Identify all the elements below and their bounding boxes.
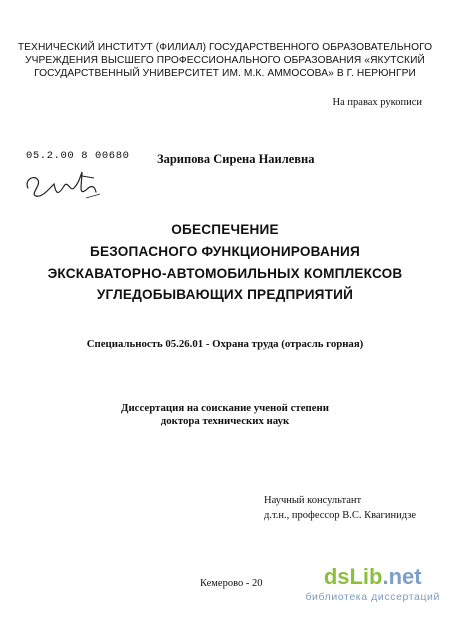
advisor-label: Научный консультант <box>264 495 362 506</box>
dissertation-title <box>0 219 450 306</box>
degree-line-1: Диссертация на соискание ученой степени <box>121 402 329 414</box>
title-line-1: ОБЕСПЕЧЕНИЕ <box>171 222 279 237</box>
city-year: Кемерово - 20 <box>200 578 263 589</box>
degree-line-2: доктора технических наук <box>160 415 290 427</box>
author-name: Зарипова Сирена Наилевна <box>157 152 315 166</box>
title-line-2: БЕЗОПАСНОГО ФУНКЦИОНИРОВАНИЯ <box>90 243 360 259</box>
institution-line-2: УЧРЕЖДЕНИЯ ВЫСШЕГО ПРОФЕССИОНАЛЬНОГО ОБРАЗОВАНИЯ «ЯКУТСКИЙ <box>25 54 425 66</box>
dslib-logo <box>305 565 440 589</box>
advisor-name: д.т.н., профессор В.С. Квагинидзе <box>264 510 416 521</box>
logo-main: dsLib <box>323 564 383 589</box>
specialty: Специальность 05.26.01 - Охрана труда (отрасль горная) <box>86 338 364 350</box>
institution-line-3: ГОСУДАРСТВЕННЫЙ УНИВЕРСИТЕТ ИМ. М.К. АММОСОВА» В Г. НЕРЮНГРИ <box>34 67 416 79</box>
manuscript-rights-note: На правах рукописи <box>332 97 422 108</box>
title-line-4: УГЛЕДОБЫВАЮЩИХ ПРЕДПРИЯТИЙ <box>96 287 354 303</box>
logo-tld: .net <box>382 564 422 589</box>
scientific-advisor <box>264 493 416 523</box>
signature-image <box>20 166 120 206</box>
dslib-watermark[interactable] <box>305 565 440 603</box>
institution-line-1: ТЕХНИЧЕСКИЙ ИНСТИТУТ (ФИЛИАЛ) ГОСУДАРСТВЕННОГО ОБРАЗОВАТЕЛЬНОГО <box>17 42 433 53</box>
institution-header <box>0 42 450 80</box>
title-line-3: ЭКСКАВАТОРНО-АВТОМОБИЛЬНЫХ КОМПЛЕКСОВ <box>47 265 403 281</box>
watermark-subtitle: библиотека диссертаций <box>305 591 440 603</box>
degree-statement <box>0 402 450 428</box>
archive-stamp: 05.2.00 8 00680 <box>26 150 130 162</box>
